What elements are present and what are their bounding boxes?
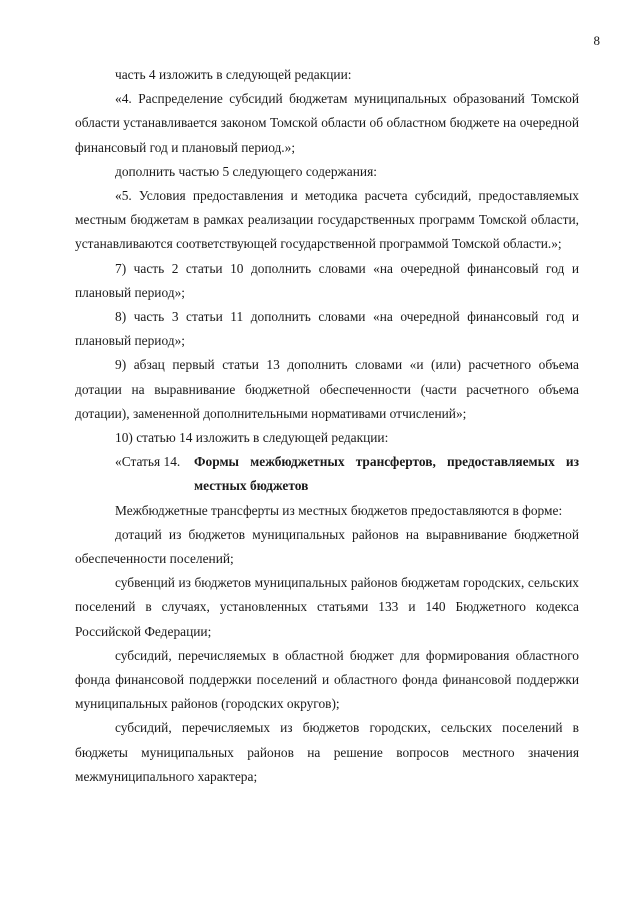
- article-paragraph-dotations: дотаций из бюджетов муниципальных районов на выравнивание бюджетной обеспеченности поселений;: [75, 526, 579, 567]
- paragraph-part-4-text: «4. Распределение субсидий бюджетам муниципальных образований Томской области устанавливается законом Томской области об областном бюджете на очередной финансовый год и плановый период.»;: [75, 91, 579, 155]
- page-number: 8: [593, 33, 600, 48]
- article-paragraph-subsidies-municipal: субсидий, перечисляемых из бюджетов городских, сельских поселений в бюджеты муниципальных районов на решение вопросов местного значения межмуниципального характера;: [75, 720, 579, 784]
- article-title: Формы межбюджетных трансфертов, предоставляемых из местных бюджетов: [194, 454, 579, 494]
- paragraph-item-7: 7) часть 2 статьи 10 дополнить словами «на очередной финансовый год и плановый период»;: [75, 260, 579, 300]
- paragraph-part-5-text: «5. Условия предоставления и методика расчета субсидий, предоставляемых местным бюджетам в рамках реализации государственных программ Томской области, устанавливаются соответствующей государственной программой Томской области.»;: [75, 188, 579, 252]
- article-paragraph-intro: Межбюджетные трансферты из местных бюджетов предоставляются в форме:: [115, 502, 563, 518]
- document-body: [75, 63, 579, 789]
- paragraph-add-part-5: дополнить частью 5 следующего содержания:: [115, 163, 377, 179]
- paragraph-item-9: 9) абзац первый статьи 13 дополнить словами «и (или) расчетного объема дотации на выравнивание бюджетной обеспеченности (части расчетного объема дотации), замененной дополнительными нормативами отчислений»;: [75, 357, 579, 421]
- paragraph-item-10: 10) статью 14 изложить в следующей редакции:: [115, 430, 389, 446]
- paragraph-amend-part-4: часть 4 изложить в следующей редакции:: [115, 67, 352, 82]
- article-14-heading: [75, 450, 579, 498]
- article-paragraph-subventions: субвенций из бюджетов муниципальных районов бюджетам городских, сельских поселений в случаях, установленных статьями 133 и 140 Бюджетного кодекса Российской Федерации;: [75, 575, 579, 639]
- paragraph-item-8: 8) часть 3 статьи 11 дополнить словами «на очередной финансовый год и плановый период»;: [75, 309, 579, 349]
- article-paragraph-subsidies-regional: субсидий, перечисляемых в областной бюджет для формирования областного фонда финансовой поддержки поселений и областного фонда финансовой поддержки муниципальных районов (городских округов);: [75, 647, 579, 712]
- article-label: «Статья 14.: [115, 454, 181, 470]
